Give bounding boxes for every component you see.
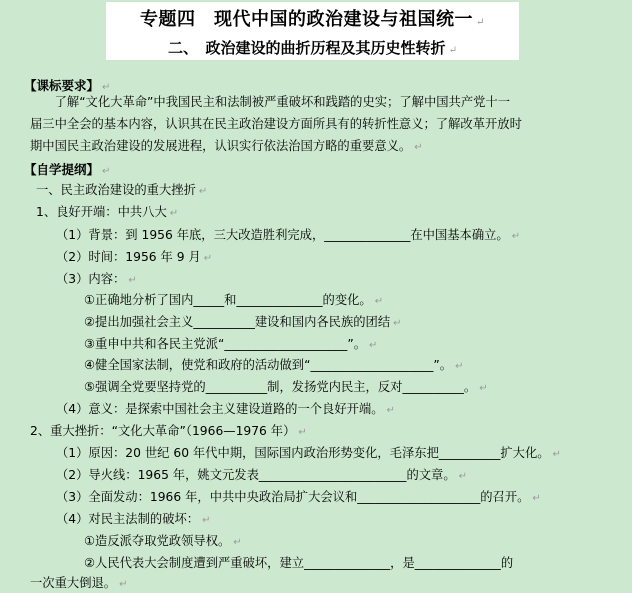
return-mark: ↵	[476, 17, 485, 28]
outline-line-3: （1）背景：到 1956 年底，三大改造胜利完成，______________在中国基本确立。 ↵	[56, 228, 521, 242]
kebiao-paragraph	[30, 91, 610, 159]
outline-line-10: ⑤强调全党要坚持党的__________制，发扬党内民主，反对__________。 ↵	[84, 380, 488, 394]
outline-line-12: 2、重大挫折：“文化大革命”（1966—1976 年） ↵	[30, 424, 307, 438]
outline-line-18: ②人民代表大会制度遭到严重破坏，建立______________，是______________的	[84, 556, 514, 570]
outline-line-4: （2）时间：1956 年 9 月 ↵	[56, 250, 213, 264]
kebiao-heading: 【课标要求】 ↵	[24, 78, 111, 93]
outline-line-16: （4）对民主法制的破坏： ↵	[56, 512, 211, 526]
outline-line-19: 一次重大倒退。 ↵	[30, 576, 128, 590]
outline-line-17: ①造反派夺取党政领导权。 ↵	[84, 534, 242, 548]
kebiao-line-2: 届三中全会的基本内容，认识其在民主政治建设方面所具有的转折性意义；了解改革开放时	[30, 117, 522, 131]
kebiao-line-1: 了解“文化大革命”中我国民主和法制被严重破坏和践踏的史实；了解中国共产党十一	[30, 95, 511, 109]
sub-title: 二、 政治建设的曲折历程及其历史性转折 ↵	[168, 39, 457, 57]
outline-line-13: （1）原因：20 世纪 60 年代中期，国际国内政治形势变化，毛泽东把__________扩大化。 ↵	[56, 446, 561, 460]
title-box	[106, 2, 519, 60]
outline-line-7: ②提出加强社会主义__________建设和国内各民族的团结 ↵	[84, 315, 402, 329]
main-title: 专题四 现代中国的政治建设与祖国统一 ↵	[140, 9, 485, 30]
outline-line-2: 1、良好开端：中共八大 ↵	[36, 205, 179, 219]
outline-line-15: （3）全面发动：1966 年，中共中央政治局扩大会议和____________________的召开。 ↵	[56, 490, 541, 504]
return-mark: ↵	[448, 45, 457, 56]
zixue-heading: 【自学提纲】 ↵	[24, 162, 111, 177]
outline-line-11: （4）意义：是探索中国社会主义建设道路的一个良好开端。 ↵	[56, 402, 395, 416]
outline-line-14: （2）导火线：1965 年，姚文元发表________________________的文章。 ↵	[56, 468, 468, 482]
outline-line-5: （3）内容： ↵	[56, 272, 137, 286]
kebiao-line-3: 期中国民主政治建设的发展进程，认识实行依法治国方略的重要意义。 ↵	[30, 139, 423, 153]
outline-line-8: ③重申中共和各民主党派“____________________”。 ↵	[84, 337, 378, 351]
outline-line-6: ①正确地分析了国内_____和______________的变化。 ↵	[84, 293, 384, 307]
outline-line-1: 一、民主政治建设的重大挫折 ↵	[36, 183, 208, 197]
outline-line-9: ④健全国家法制，使党和政府的活动做到“____________________”。 ↵	[84, 358, 464, 372]
